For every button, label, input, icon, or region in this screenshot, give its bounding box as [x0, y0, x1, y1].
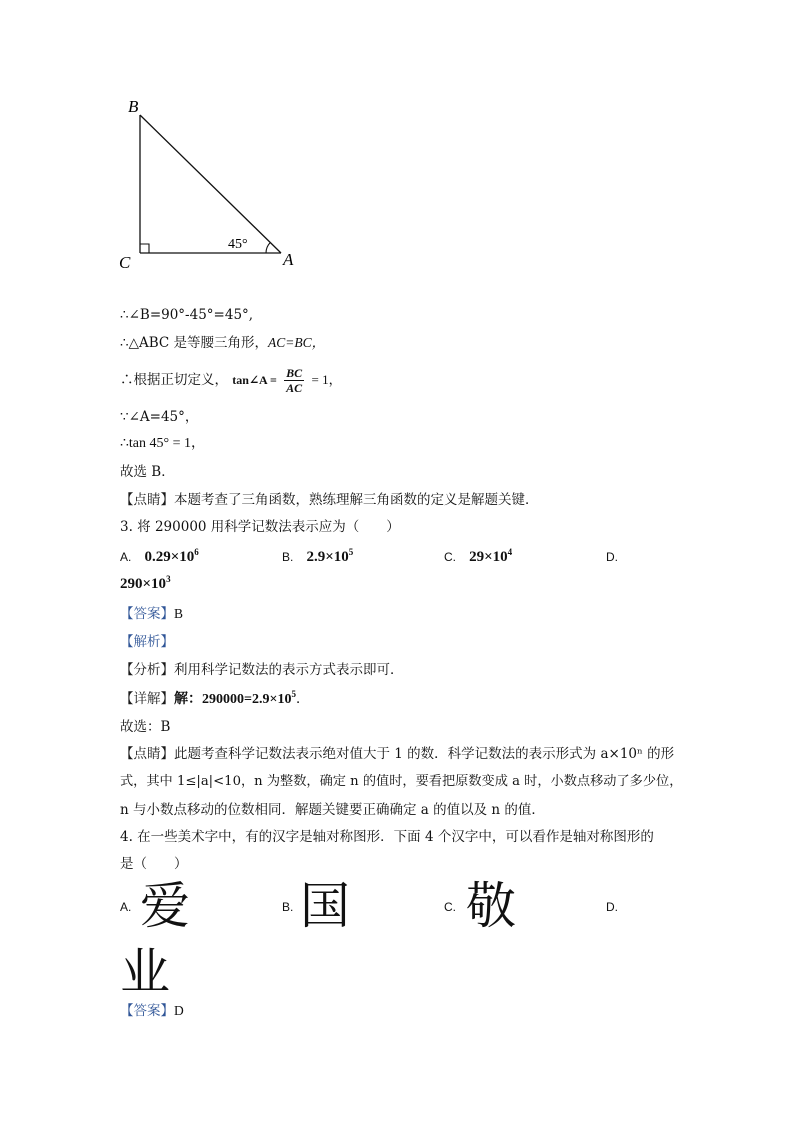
- q3-option-b: [282, 546, 353, 566]
- q3-option-d-value: $290\times 10^3$: [120, 574, 171, 592]
- angle-arc: [266, 243, 270, 254]
- vertex-a-label: A: [283, 250, 294, 269]
- q3-option-d-label: D.: [606, 550, 618, 564]
- q4-answer-value: D: [174, 1003, 184, 1018]
- line-angle-b: ∴∠B=90°-45°=45°,: [120, 307, 254, 323]
- q3-note-tag: 【点睛】: [120, 746, 174, 762]
- q4-option-a-char: 爱: [140, 877, 190, 935]
- q3-fenxi-text: 利用科学记数法的表示方式表示即可．: [174, 662, 404, 678]
- q4-stem-line-1: 4. 在一些美术字中，有的汉字是轴对称图形．下面 4 个汉字中，可以看作是轴对称图形的: [120, 829, 654, 845]
- q3-answer: [120, 605, 183, 623]
- q3-option-b-value: $2.9\times 10^5$: [306, 547, 354, 565]
- q3-fenxi-tag: 【分析】: [120, 662, 174, 678]
- triangle-figure: [110, 90, 310, 275]
- vertex-b-label: B: [128, 97, 139, 116]
- q4-stem-line-2: 是（ ）: [120, 856, 188, 872]
- isosceles-eq: AC=BC，: [268, 335, 326, 350]
- q4-option-c-char: 敬: [466, 877, 516, 935]
- angle-label: 45°: [228, 237, 248, 252]
- line-note-1: [120, 491, 539, 509]
- q3-fenxi: [120, 661, 404, 679]
- tangent-def-text: ∴根据正切定义，: [120, 372, 228, 388]
- q4-answer: [120, 1002, 184, 1020]
- isosceles-text: ∴△ABC 是等腰三角形，: [120, 335, 269, 351]
- q3-note-line-2: 式，其中 1≤|a|<10，n 为整数，确定 n 的值时，要看把原数变成 a 时，小数点移动了多少位，: [120, 774, 683, 789]
- q3-option-d: [606, 546, 618, 565]
- q3-option-a-label: A.: [120, 550, 132, 564]
- fraction-numerator: BC: [286, 366, 303, 380]
- note-tag: 【点睛】: [120, 492, 174, 508]
- q4-option-c-label: C.: [444, 900, 456, 914]
- q4-option-d-label: D.: [606, 900, 618, 914]
- vertex-c-label: C: [119, 253, 131, 272]
- q3-analysis-tag: 【解析】: [120, 634, 174, 650]
- side-ba: [140, 115, 281, 253]
- q3-stem: 3. 将 290000 用科学记数法表示应为（ ）: [120, 519, 400, 535]
- q4-option-b-label: B.: [282, 900, 294, 914]
- q3-option-a: [120, 546, 199, 566]
- line-angle-a: ∵∠A=45°，: [120, 409, 199, 425]
- q3-detail-text: 解：$290000=2.9\times 10^5$: [174, 689, 296, 707]
- q3-detail: [120, 690, 309, 709]
- q3-option-c: [444, 546, 512, 566]
- q4-option-d-char: 业: [120, 943, 170, 1001]
- q4-option-a-label: A.: [120, 900, 132, 914]
- q3-answer-tag: 【答案】: [120, 606, 174, 622]
- fraction-bc-ac: [284, 366, 304, 395]
- q3-option-a-value: $0.29\times 10^6$: [144, 547, 199, 565]
- line-choose-b: 故选 B．: [120, 464, 175, 480]
- line-tangent-def: [120, 360, 342, 400]
- q3-note-text-1: 此题考查科学记数法表示绝对值大于 1 的数．科学记数法的表示形式为 a×10ⁿ 的形: [174, 746, 675, 762]
- q3-note-line-3: n 与小数点移动的位数相同．解题关键要正确确定 a 的值以及 n 的值．: [120, 802, 545, 818]
- q3-option-c-label: C.: [444, 550, 456, 564]
- note-text: 本题考查了三角函数，熟练理解三角函数的定义是解题关键．: [174, 492, 539, 508]
- q3-answer-value: B: [174, 606, 184, 621]
- fraction-denominator: AC: [286, 381, 303, 395]
- q3-choose: 故选：B: [120, 719, 171, 735]
- q3-detail-tag: 【详解】: [120, 691, 174, 707]
- right-angle-mark: [140, 244, 149, 253]
- q4-answer-tag: 【答案】: [120, 1003, 174, 1019]
- q3-option-c-value: $29\times 10^4$: [469, 547, 513, 565]
- line-tan45: ∴tan 45° = 1，: [120, 436, 206, 451]
- q3-note-line-1: [120, 745, 674, 763]
- q3-detail-end: ．: [295, 691, 310, 707]
- tan-result: = 1，: [311, 372, 342, 387]
- q3-option-b-label: B.: [282, 550, 294, 564]
- tan-a-expr: tan∠A =: [232, 373, 277, 387]
- q4-option-b-char: 国: [300, 877, 350, 935]
- line-isosceles: [120, 334, 325, 352]
